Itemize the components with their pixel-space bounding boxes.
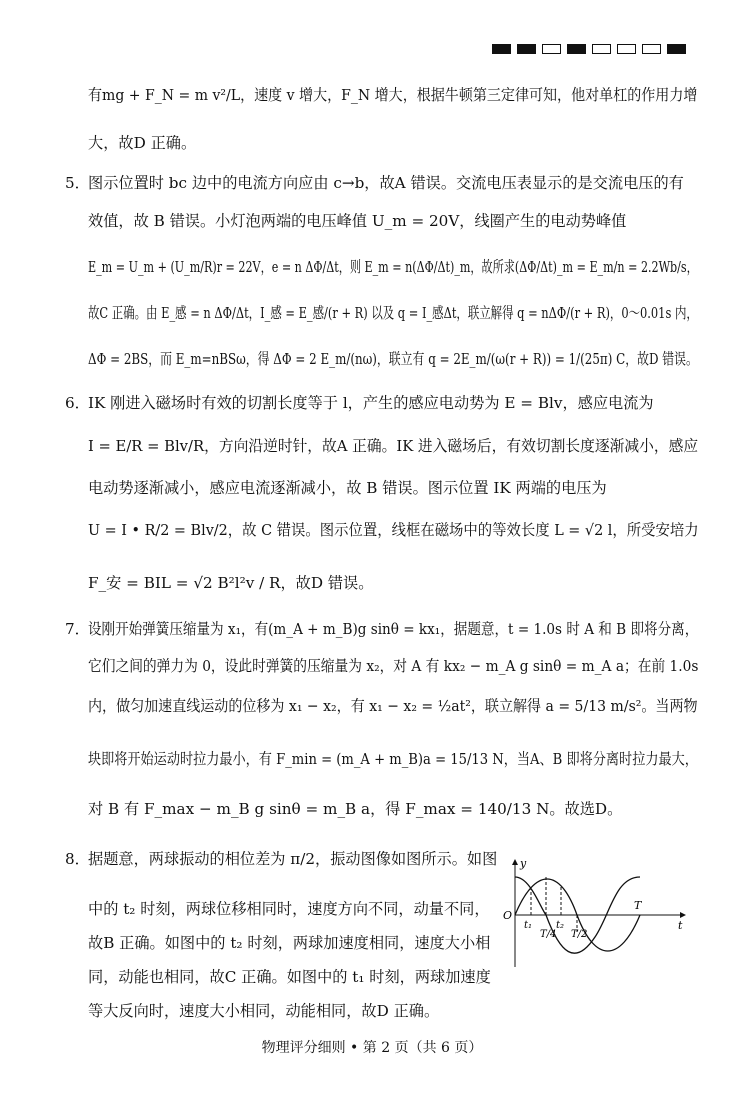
item-number: 5． <box>65 174 90 192</box>
t-half-label: T/2 <box>571 929 588 940</box>
text-line: 块即将开始运动时拉力最小，有 F_min = (m_A + m_B)a = 15/13 N，当A、B 即将分离时拉力最大， <box>88 750 698 768</box>
text-line: 电动势逐渐减小，感应电流逐渐减小，故 B 错误。图示位置 IK 两端的电压为 <box>88 479 607 497</box>
header-mark-filled <box>517 44 536 54</box>
text-line: 据题意，两球振动的相位差为 π/2，振动图像如图所示。如图 <box>88 850 498 868</box>
origin-label: O <box>503 909 513 922</box>
text-line: 等大反向时，速度大小相同，动能相同，故D 正确。 <box>88 1002 440 1020</box>
item-number: 6． <box>65 394 90 412</box>
text-line: 同，动能也相同，故C 正确。如图中的 t₁ 时刻，两球加速度 <box>88 968 491 986</box>
t2-label: t₂ <box>556 920 565 931</box>
text-line: I = E/R = Blv/R，方向沿逆时针，故A 正确。IK 进入磁场后，有效切割长度逐渐减小，感应 <box>88 437 699 455</box>
text-line: 故B 正确。如图中的 t₂ 时刻，两球加速度相同，速度大小相 <box>88 934 491 952</box>
text-line: ΔΦ = 2BS，而 E_m=nBSω，得 ΔΦ = 2 E_m/(nω)，联立有 q = 2E_m/(ω(r + R)) = 1/(25π) C，故D 错误。 <box>88 350 698 368</box>
item-number: 7． <box>65 620 90 638</box>
text-line: 有mg + F_N = m v²/L，速度 v 增大，F_N 增大，根据牛顿第三定律可知，他对单杠的作用力增 <box>88 86 698 104</box>
t1-label: t₁ <box>524 920 533 931</box>
header-mark-filled <box>492 44 511 54</box>
text-line: 图示位置时 bc 边中的电流方向应由 c→b，故A 错误。交流电压表显示的是交流电压的有 <box>88 174 684 192</box>
y-label: y <box>520 857 527 870</box>
vibration-graph <box>500 857 690 972</box>
header-mark-empty <box>592 44 611 54</box>
t-quarter-label: T/4 <box>540 929 557 940</box>
text-line: 内，做匀加速直线运动的位移为 x₁ − x₂，有 x₁ − x₂ = ½at²，联立解得 a = 5/13 m/s²。当两物 <box>88 697 698 715</box>
text-line: 设刚开始弹簧压缩量为 x₁，有(m_A + m_B)g sinθ = kx₁，据题意，t = 1.0s 时 A 和 B 即将分离， <box>88 620 699 638</box>
header-mark-filled <box>667 44 686 54</box>
text-line: E_m = U_m + (U_m/R)r = 22V，e = n ΔΦ/Δt，则 E_m = n(ΔΦ/Δt)_m，故所求(ΔΦ/Δt)_m = E_m/n = 2.2Wb/s， <box>88 258 698 276</box>
header-mark-empty <box>642 44 661 54</box>
text-line: 大，故D 正确。 <box>88 134 197 152</box>
header-marks <box>492 44 686 54</box>
text-line: IK 刚进入磁场时有效的切割长度等于 l，产生的感应电动势为 E = Blv，感应电流为 <box>88 394 654 412</box>
text-line: 故C 正确。由 E_感 = n ΔΦ/Δt，I_感 = E_感/(r + R) 以及 q = I_感Δt，联立解得 q = nΔΦ/(r + R)，0～0.01s 内， <box>88 304 698 322</box>
x-label: t <box>678 919 683 932</box>
text-line: U = I • R/2 = Blv/2，故 C 错误。图示位置，线框在磁场中的等效长度 L = √2 l，所受安培力 <box>88 521 699 539</box>
text-line: 效值，故 B 错误。小灯泡两端的电压峰值 U_m = 20V，线圈产生的电动势峰值 <box>88 212 627 230</box>
item-number: 8． <box>65 850 90 868</box>
header-mark-empty <box>542 44 561 54</box>
page-footer: 物理评分细则 • 第 2 页（共 6 页） <box>261 1040 483 1056</box>
header-mark-empty <box>617 44 636 54</box>
text-line: 它们之间的弹力为 0，设此时弹簧的压缩量为 x₂，对 A 有 kx₂ − m_A g sinθ = m_A a；在前 1.0s <box>88 657 699 675</box>
t-full-label: T <box>634 899 642 912</box>
text-line: 对 B 有 F_max − m_B g sinθ = m_B a，得 F_max = 140/13 N。故选D。 <box>88 800 623 818</box>
text-line: F_安 = BIL = √2 B²l²v / R，故D 错误。 <box>88 574 374 592</box>
text-line: 中的 t₂ 时刻，两球位移相同时，速度方向不同，动量不同， <box>88 900 490 918</box>
header-mark-filled <box>567 44 586 54</box>
